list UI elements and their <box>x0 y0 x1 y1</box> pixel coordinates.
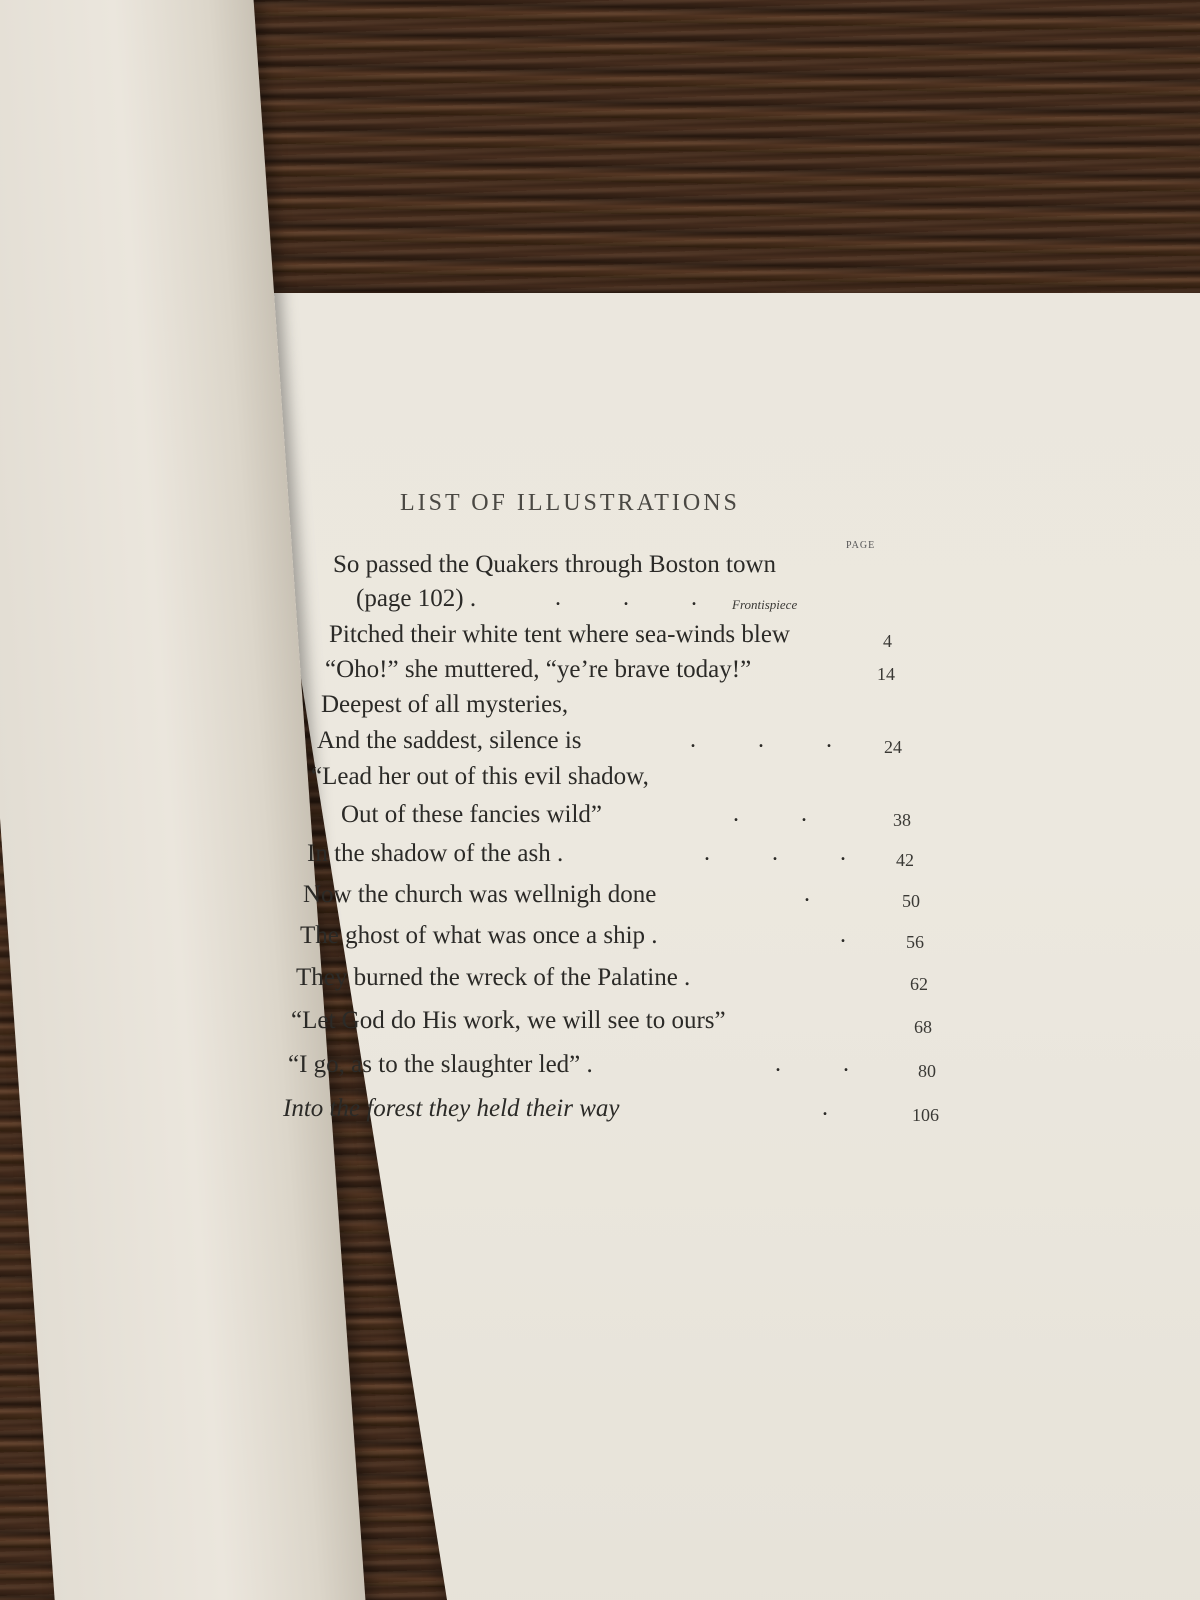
leader-dots: . <box>804 881 838 907</box>
entry-8-page: 62 <box>910 974 928 994</box>
entry-3-page: 24 <box>884 737 902 757</box>
entry-11-text: Into the forest they held their way <box>283 1095 620 1122</box>
entry-9-page: 68 <box>914 1017 932 1037</box>
entry-10-text: “I go, as to the slaughter led” . <box>288 1051 593 1078</box>
leader-dots: . . . <box>555 585 725 611</box>
entry-7-page: 56 <box>906 932 924 952</box>
entry-1-page: 4 <box>883 631 892 651</box>
leader-dots: . <box>822 1095 856 1121</box>
leader-dots: . <box>840 922 874 948</box>
entry-6-text: Now the church was wellnigh done <box>303 881 657 908</box>
entry-0-line2: (page 102) . <box>356 585 477 612</box>
page-column-label: PAGE <box>846 540 876 551</box>
entry-3-line2: And the saddest, silence is <box>317 727 582 754</box>
leader-dots: . . <box>775 1051 877 1077</box>
entry-3-line1: Deepest of all mysteries, <box>321 691 569 718</box>
entry-9-text: “Let God do His work, we will see to ours” <box>291 1007 726 1034</box>
entry-2-page: 14 <box>877 664 895 684</box>
entry-4-line2: Out of these fancies wild” <box>341 801 603 828</box>
entry-8-text: They burned the wreck of the Palatine . <box>296 964 691 991</box>
book-page-left <box>0 0 368 1600</box>
leader-dots: . . <box>733 801 835 827</box>
entry-10-page: 80 <box>918 1061 936 1081</box>
entry-7-text: The ghost of what was once a ship . <box>300 922 658 949</box>
entry-5-page: 42 <box>896 850 914 870</box>
entry-1-text: Pitched their white tent where sea-winds blew <box>329 621 790 648</box>
entry-0-page: Frontispiece <box>732 597 798 612</box>
entry-2-text: “Oho!” she muttered, “ye’re brave today!” <box>325 656 752 683</box>
entry-11-page: 106 <box>912 1105 939 1125</box>
entry-0-line1: So passed the Quakers through Boston town <box>333 551 777 578</box>
leader-dots: . . . <box>690 727 860 753</box>
entry-4-page: 38 <box>893 810 911 830</box>
entry-5-text: In the shadow of the ash . <box>307 840 564 867</box>
page-heading: LIST OF ILLUSTRATIONS <box>400 490 740 516</box>
leader-dots: . . . <box>704 840 874 866</box>
entry-4-line1: “Lead her out of this evil shadow, <box>311 763 649 790</box>
entry-6-page: 50 <box>902 891 920 911</box>
